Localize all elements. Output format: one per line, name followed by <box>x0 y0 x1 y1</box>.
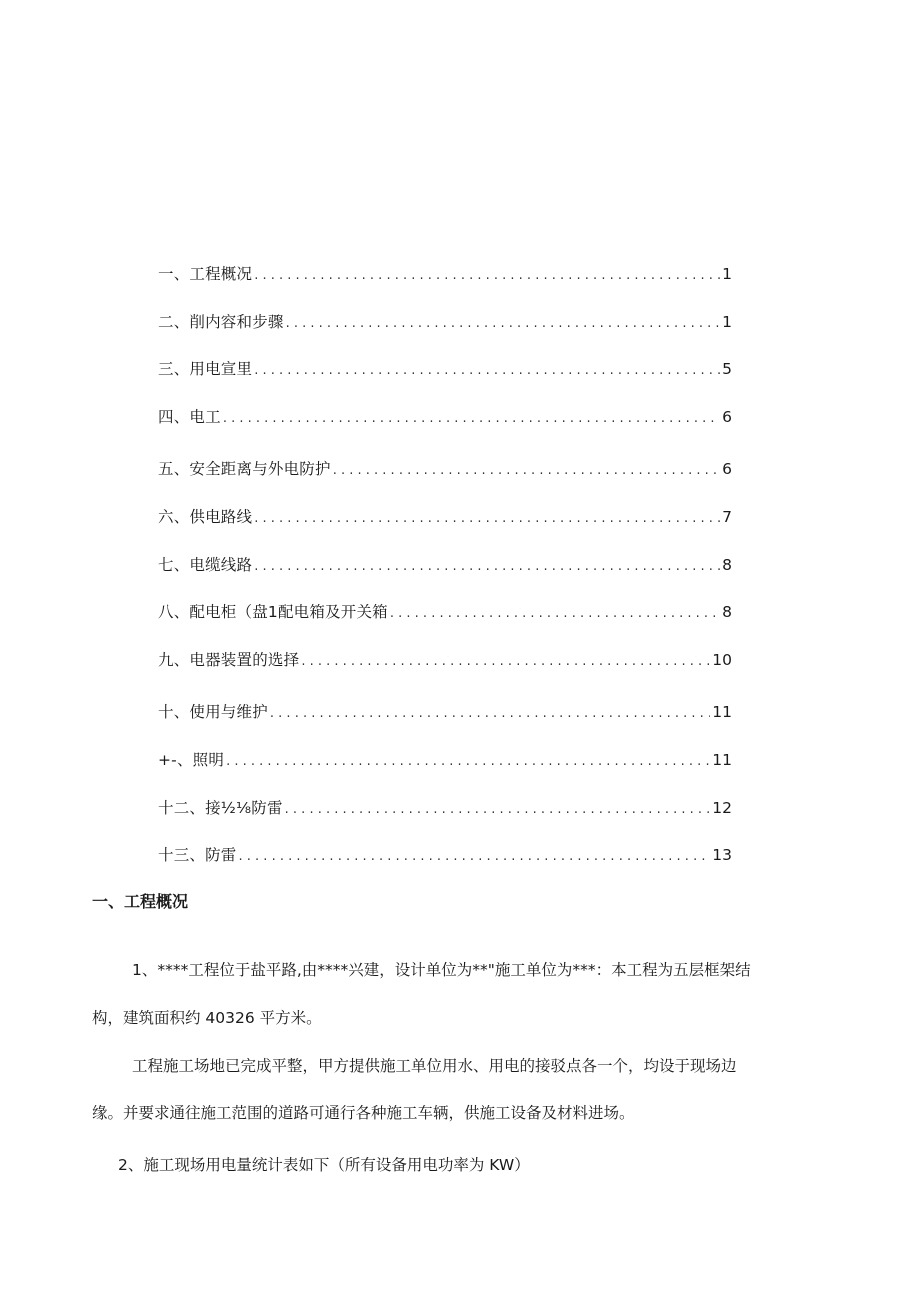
toc-leader-dots <box>254 264 720 288</box>
toc-entry-page: 8 <box>722 603 732 621</box>
toc-entry[interactable] <box>158 600 732 624</box>
paragraph-text: 1、****工程位于盐平路,由****兴建，设计单位为**"施工单位为***：本工程为五层框架结 <box>132 961 751 979</box>
toc-entry-label: 四、电工 <box>158 408 221 426</box>
toc-entry-label: 六、供电路线 <box>158 508 253 526</box>
section-heading: 一、工程概况 <box>92 892 189 911</box>
toc-entry-label: 八、配电柜（盘1配电箱及开关箱 <box>158 603 388 621</box>
toc-entry[interactable] <box>158 457 732 481</box>
toc-entry-page: 12 <box>712 799 732 817</box>
toc-entry-page: 1 <box>722 313 732 331</box>
toc-leader-dots <box>285 798 711 822</box>
toc-leader-dots <box>226 750 710 774</box>
paragraph-text: 缘。并要求通往施工范围的道路可通行各种施工车辆，供施工设备及材料进场。 <box>92 1104 635 1122</box>
toc-entry-page: 6 <box>722 408 732 426</box>
paragraph-text: 2、施工现场用电量统计表如下（所有设备用电功率为 KW） <box>118 1156 530 1174</box>
toc-leader-dots <box>254 359 720 383</box>
toc-leader-dots <box>390 602 720 626</box>
toc-entry-label: 三、用电宣里 <box>158 360 253 378</box>
toc-leader-dots <box>254 507 720 531</box>
toc-entry[interactable] <box>158 310 732 334</box>
toc-entry[interactable] <box>158 553 732 577</box>
toc-entry[interactable] <box>158 648 732 672</box>
toc-entry-page: 13 <box>712 846 732 864</box>
paragraph-text: 构，建筑面积约 40326 平方米。 <box>92 1009 322 1027</box>
toc-entry-page: 11 <box>712 751 732 769</box>
toc-entry[interactable] <box>158 748 732 772</box>
toc-entry-page: 10 <box>712 651 732 669</box>
toc-entry-label: 十三、防雷 <box>158 846 237 864</box>
toc-entry-page: 8 <box>722 556 732 574</box>
toc-entry-page: 1 <box>722 265 732 283</box>
toc-leader-dots <box>223 407 720 431</box>
toc-leader-dots <box>286 312 721 336</box>
toc-entry-label: +-、照明 <box>158 751 225 769</box>
toc-leader-dots <box>333 459 720 483</box>
toc-entry[interactable] <box>158 357 732 381</box>
toc-leader-dots <box>239 845 711 869</box>
toc-entry[interactable] <box>158 700 732 724</box>
toc-entry[interactable] <box>158 505 732 529</box>
toc-entry-label: 十二、接½⅛防雷 <box>158 799 283 817</box>
toc-entry-label: 五、安全距离与外电防护 <box>158 460 331 478</box>
toc-entry-label: 九、电器装置的选择 <box>158 651 300 669</box>
toc-entry-page: 5 <box>722 360 732 378</box>
toc-entry-label: 十、使用与维护 <box>158 703 268 721</box>
toc-entry-label: 七、电缆线路 <box>158 556 253 574</box>
toc-entry-label: 一、工程概况 <box>158 265 253 283</box>
toc-entry[interactable] <box>158 843 732 867</box>
toc-leader-dots <box>301 650 710 674</box>
toc-entry-page: 6 <box>722 460 732 478</box>
toc-leader-dots <box>254 555 720 579</box>
toc-entry-page: 7 <box>722 508 732 526</box>
toc-leader-dots <box>270 702 710 726</box>
toc-entry-label: 二、削内容和步骤 <box>158 313 284 331</box>
toc-entry[interactable] <box>158 405 732 429</box>
toc-entry-page: 11 <box>712 703 732 721</box>
toc-entry[interactable] <box>158 262 732 286</box>
toc-entry[interactable] <box>158 796 732 820</box>
paragraph-text: 工程施工场地已完成平整，甲方提供施工单位用水、用电的接驳点各一个，均设于现场边 <box>132 1057 737 1075</box>
